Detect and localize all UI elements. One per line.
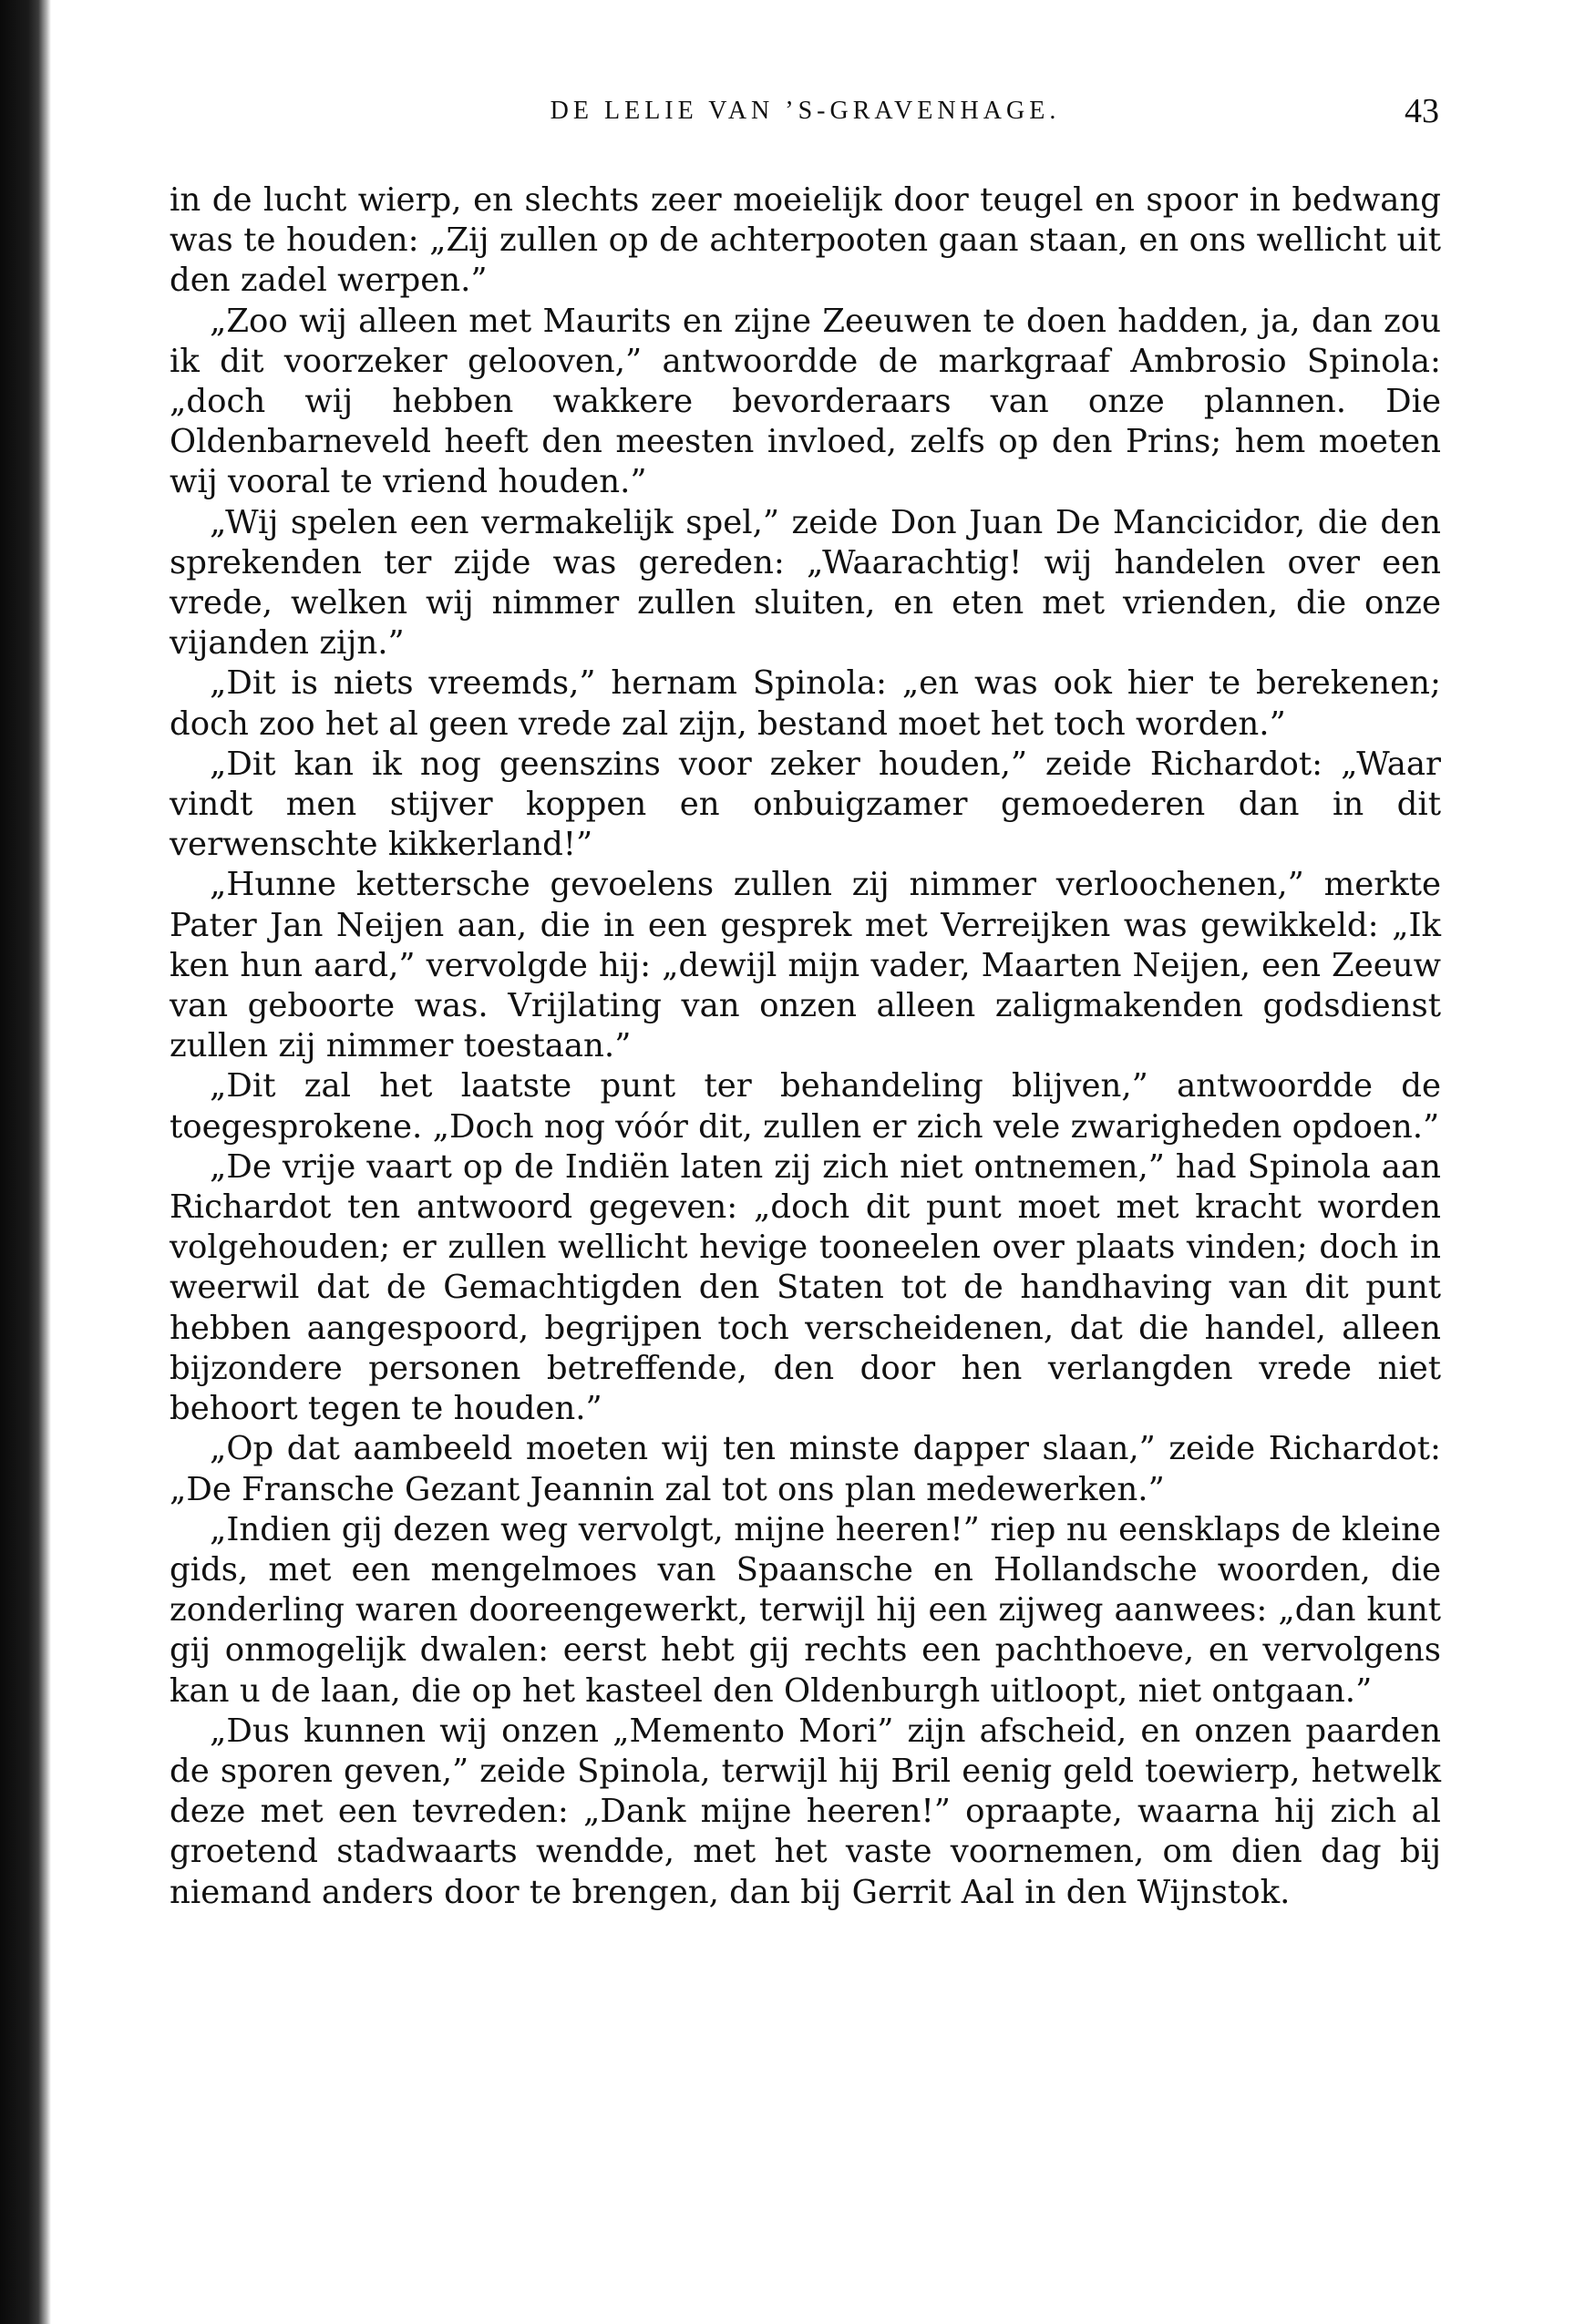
running-title: DE LELIE VAN ’S-GRAVENHAGE. <box>550 97 1061 125</box>
book-page <box>170 91 1441 1913</box>
paragraph: „Indien gij dezen weg vervolgt, mijne heeren!” riep nu eensklaps de kleine gids, met een mengelmoes van Spaansche en Hollandsche woorden, die zonderling waren dooreengewerkt, terwijl hij een zijweg aanwees: „dan kunt gij onmogelijk dwalen: eerst hebt gij rechts een pachthoeve, en vervolgens kan u de laan, die op het kasteel den Oldenburgh uitloopt, niet ontgaan.” <box>170 1510 1441 1710</box>
paragraph: in de lucht wierp, en slechts zeer moeielijk door teugel en spoor in bedwang was te houden: „Zij zullen op de achterpooten gaan staan, en ons wellicht uit den zadel werpen.” <box>170 181 1441 300</box>
running-header <box>170 91 1441 155</box>
paragraph: „Dit is niets vreemds,” hernam Spinola: „en was ook hier te berekenen; doch zoo het al geen vrede zal zijn, bestand moet het toch worden.” <box>170 664 1441 743</box>
paragraph: „Op dat aambeeld moeten wij ten minste dapper slaan,” zeide Richardot: „De Fransche Gezant Jeannin zal tot ons plan medewerken.” <box>170 1430 1441 1508</box>
paragraph: „De vrije vaart op de Indiën laten zij zich niet ontnemen,” had Spinola aan Richardot ten antwoord gegeven: „doch dit punt moet met kracht worden volgehouden; er zullen wellicht hevige tooneelen over plaats vinden; doch in weerwil dat de Gemachtigden den Staten tot de handhaving van dit punt hebben aangespoord, begrijpen toch verscheidenen, dat die handel, alleen bijzondere personen betreffende, den door hen verlangden vrede niet behoort tegen te houden.” <box>170 1147 1441 1428</box>
paragraph: „Dit kan ik nog geenszins voor zeker houden,” zeide Richardot: „Waar vindt men stijver koppen en onbuigzamer gemoederen dan in dit verwenschte kikkerland!” <box>170 745 1441 864</box>
paragraph: „Hunne kettersche gevoelens zullen zij nimmer verloochenen,” merkte Pater Jan Neijen aan, die in een gesprek met Verreijken was gewikkeld: „Ik ken hun aard,” vervolgde hij: „dewijl mijn vader, Maarten Neijen, een Zeeuw van geboorte was. Vrijlating van onzen alleen zaligmakenden godsdienst zullen zij nimmer toestaan.” <box>170 866 1441 1065</box>
paragraph: „Dus kunnen wij onzen „Memento Mori” zijn afscheid, en onzen paarden de sporen geven,” zeide Spinola, terwijl hij Bril eenig geld toewierp, hetwelk deze met een tevreden: „Dank mijne heeren!” opraapte, waarna hij zich al groetend stadwaarts wendde, met het vaste voornemen, om dien dag bij niemand anders door te brengen, dan bij Gerrit Aal in den Wijnstok. <box>170 1712 1441 1911</box>
paragraph: „Wij spelen een vermakelijk spel,” zeide Don Juan De Mancicidor, die den sprekenden ter zijde was gereden: „Waarachtig! wij handelen over een vrede, welken wij nimmer zullen sluiten, en eten met vrienden, die onze vijanden zijn.” <box>170 503 1441 663</box>
page-number: 43 <box>1405 92 1439 130</box>
paragraph: „Zoo wij alleen met Maurits en zijne Zeeuwen te doen hadden, ja, dan zou ik dit voorzeker gelooven,” antwoordde de markgraaf Ambrosio Spinola: „doch wij hebben wakkere bevorderaars van onze plannen. Die Oldenbarneveld heeft den meesten invloed, zelfs op den Prins; hem moeten wij vooral te vriend houden.” <box>170 302 1441 501</box>
body-text <box>170 180 1441 1913</box>
paragraph: „Dit zal het laatste punt ter behandeling blijven,” antwoordde de toegesprokene. „Doch nog vóór dit, zullen er zich vele zwarigheden opdoen.” <box>170 1067 1441 1146</box>
book-binding-edge <box>0 0 51 2324</box>
